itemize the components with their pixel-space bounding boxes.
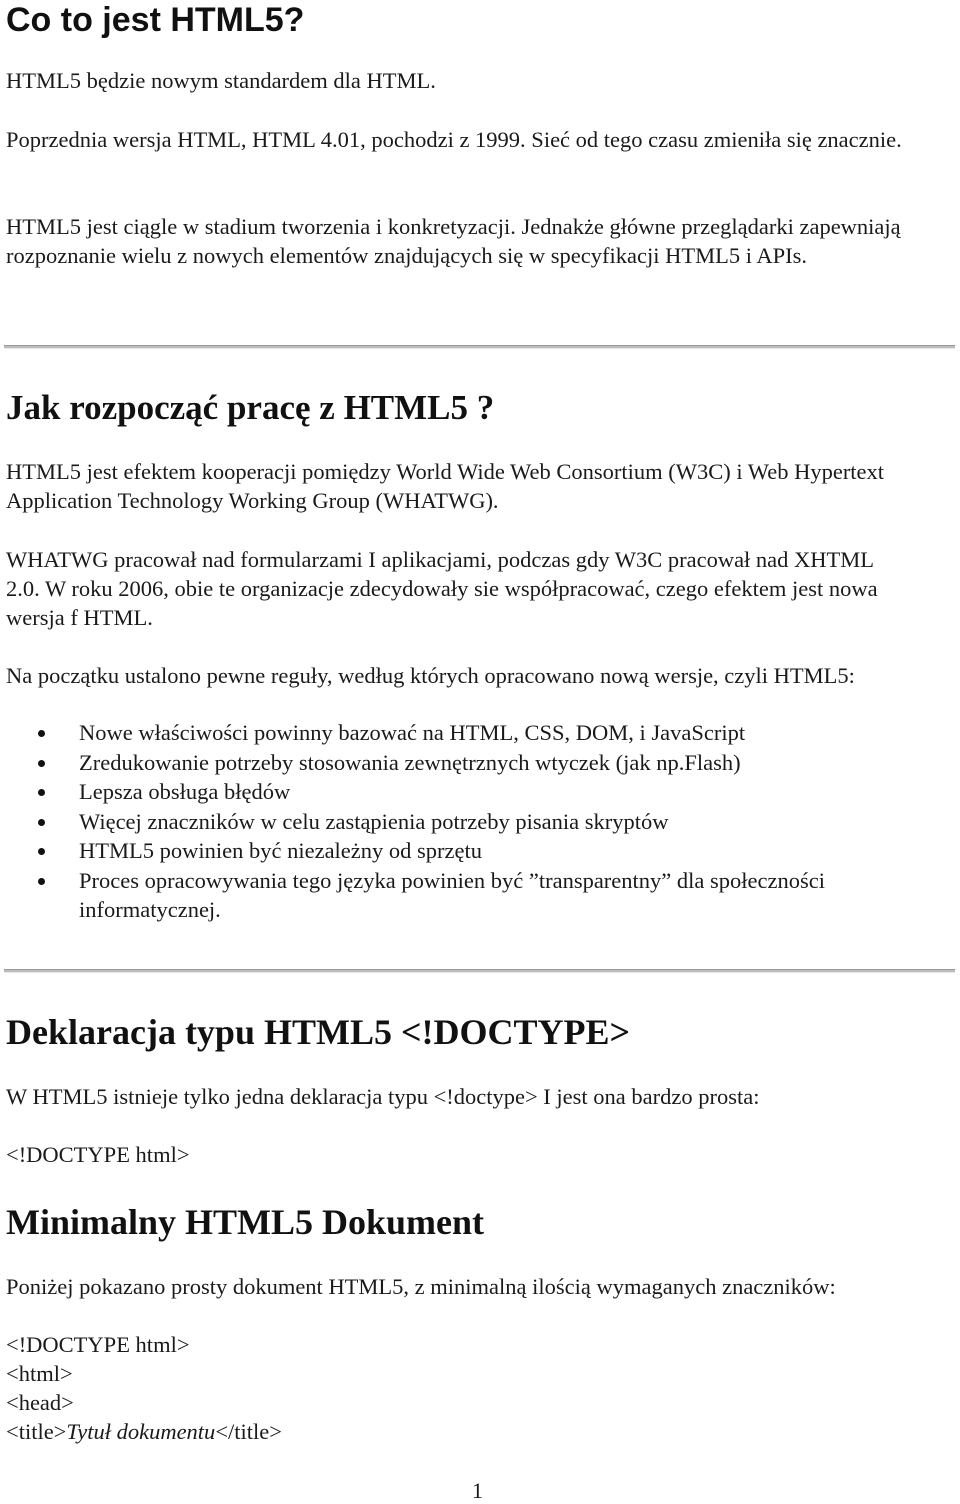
list-item: Więcej znaczników w celu zastąpienia potrzeby pisania skryptów <box>0 807 940 837</box>
heading-what-is-html5: Co to jest HTML5? <box>6 1 305 39</box>
code-line-doctype: <!DOCTYPE html> <box>6 1332 190 1357</box>
bullet-icon <box>38 789 45 796</box>
heading-how-to-start: Jak rozpocząć pracę z HTML5 ? <box>6 388 495 427</box>
heading-minimal-document: Minimalny HTML5 Dokument <box>6 1202 485 1242</box>
list-item: HTML5 powinien być niezależny od sprzętu <box>0 836 940 866</box>
code-doctype: <!DOCTYPE html> <box>6 1142 190 1167</box>
rules-list <box>0 718 940 925</box>
paragraph-cooperation: HTML5 jest efektem kooperacji pomiędzy World Wide Web Consortium (W3C) i Web Hypertext Application Technology Working Group (WHATWG). <box>6 459 885 513</box>
horizontal-divider-2 <box>4 969 955 973</box>
code-line-title: <title>Tytuł dokumentu</title> <box>6 1419 282 1444</box>
page-number: 1 <box>472 1478 483 1503</box>
horizontal-divider-1 <box>4 345 955 349</box>
paragraph-previous-version: Poprzednia wersja HTML, HTML 4.01, pochodzi z 1999. Sieć od tego czasu zmieniła się znacznie. <box>6 127 902 152</box>
paragraph-minimal-document: Poniżej pokazano prosty dokument HTML5, z minimalną ilością wymaganych znaczników: <box>6 1274 836 1299</box>
paragraph-html5-standard: HTML5 będzie nowym standardem dla HTML. <box>6 68 436 93</box>
list-item: Nowe właściwości powinny bazować na HTML, CSS, DOM, i JavaScript <box>0 718 940 748</box>
bullet-icon <box>38 730 45 737</box>
list-item: Zredukowanie potrzeby stosowania zewnętrznych wtyczek (jak np.Flash) <box>0 748 940 778</box>
bullet-icon <box>38 878 45 885</box>
paragraph-doctype-info: W HTML5 istnieje tylko jedna deklaracja typu <!doctype> I jest ona bardzo prosta: <box>6 1084 760 1109</box>
code-line-html: <html> <box>6 1361 73 1386</box>
bullet-icon <box>38 848 45 855</box>
bullet-icon <box>38 819 45 826</box>
list-item: Lepsza obsługa błędów <box>0 777 940 807</box>
heading-doctype-declaration: Deklaracja typu HTML5 <!DOCTYPE> <box>6 1012 631 1052</box>
paragraph-html5-development: HTML5 jest ciągle w stadium tworzenia i konkretyzacji. Jednakże główne przeglądarki zapewniają rozpoznanie wielu z nowych elementów znajdujących się w specyfikacji HTML5 i APIs. <box>6 214 901 268</box>
paragraph-whatwg: WHATWG pracował nad formularzami I aplikacjami, podczas gdy W3C pracował nad XHTML 2.0. W roku 2006, obie te organizacje zdecydowały sie współpracować, czego efektem jest nowa wersja f HTML. <box>6 547 878 630</box>
paragraph-rules: Na początku ustalono pewne reguły, według których opracowano nową wersje, czyli HTML5: <box>6 663 855 688</box>
title-placeholder-text: Tytuł dokumentu <box>66 1419 216 1444</box>
code-line-head: <head> <box>6 1390 74 1415</box>
bullet-icon <box>38 760 45 767</box>
list-item: Proces opracowywania tego języka powinien być ”transparentny” dla społeczności informatycznej. <box>0 866 919 925</box>
